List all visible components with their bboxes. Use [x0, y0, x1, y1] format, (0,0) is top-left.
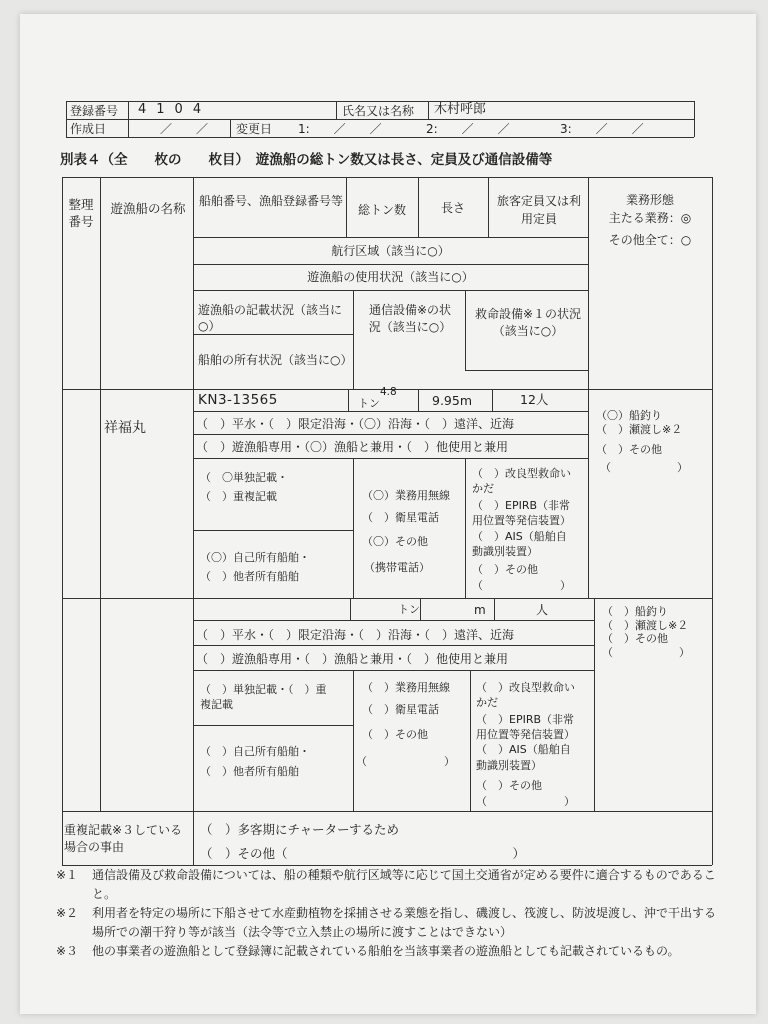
- usage-2[interactable]: （ ）遊漁船専用・（ ）漁船と兼用・（ ）他使用と兼用: [196, 652, 509, 666]
- table-line: [62, 598, 712, 599]
- rescue-epirb-2b: 用位置等発信装置）: [476, 728, 575, 741]
- comm-other-2[interactable]: （ ）その他: [362, 728, 428, 741]
- rescue-epirb-2[interactable]: （ ）EPIRB（非常: [476, 713, 575, 726]
- col-seq-number: 整理番号: [68, 197, 94, 229]
- rescue-other-1[interactable]: （ ）その他: [472, 563, 538, 576]
- comm-other-detail-2[interactable]: （ ）: [356, 755, 455, 768]
- header-line: [694, 101, 695, 137]
- length-unit-2: m: [474, 603, 486, 617]
- rescue-ais-2[interactable]: （ ）AIS（船舶自: [476, 743, 571, 756]
- table-line: [588, 389, 589, 598]
- table-line: [465, 370, 588, 371]
- comm-satellite-2[interactable]: （ ）衛星電話: [362, 703, 439, 716]
- rescue-raft-2[interactable]: （ ）改良型救命い: [476, 681, 575, 694]
- rescue-ais-2b: 動識別装置）: [476, 759, 542, 772]
- table-line: [193, 530, 353, 531]
- rescue-ais-1[interactable]: （ ）AIS（船舶自: [472, 530, 567, 543]
- comm-radio-1[interactable]: （〇）業務用無線: [362, 489, 450, 502]
- note-2-text: 利用者を特定の場所に下船させて水産動植物を採捕させる業態を指し、磯渡し、筏渡し、防波堤渡し、沖で干出する場所での潮干狩り等が該当（法令等で立入禁止の場所に渡すことはできない）: [92, 906, 717, 939]
- table-line: [465, 458, 466, 598]
- table-line: [353, 670, 354, 811]
- table-line: [353, 290, 354, 389]
- col-ownership-status: 船舶の所有状況（該当に○）: [198, 353, 353, 367]
- table-line: [100, 177, 101, 811]
- table-line: [346, 177, 347, 237]
- nav-area-1[interactable]: （ ）平水・（ ）限定沿海・（〇）沿海・（ ）遠洋、近海: [196, 417, 515, 431]
- biz-other-detail-2[interactable]: （ ）: [602, 646, 690, 659]
- col-rescue: 救命設備※１の状況（該当に○）: [474, 307, 582, 338]
- col-length: 長さ: [440, 201, 465, 215]
- capacity-1[interactable]: 12人: [520, 392, 549, 407]
- table-line: [420, 598, 421, 620]
- comm-other-detail-1[interactable]: （携帯電話）: [364, 561, 430, 574]
- rescue-raft-2b: かだ: [476, 696, 498, 709]
- note-3-mark: ※３: [56, 944, 79, 958]
- col-hull-number: 船舶番号、漁船登録番号等: [198, 194, 343, 208]
- rescue-raft-1b: かだ: [472, 482, 494, 495]
- table-line: [193, 620, 594, 621]
- table-line: [470, 670, 471, 811]
- hull-number-1[interactable]: KN3-13565: [198, 392, 278, 408]
- table-line: [193, 645, 594, 646]
- table-line: [348, 389, 349, 411]
- table-line: [492, 389, 493, 411]
- change-date-3[interactable]: 3: ／ ／: [560, 122, 644, 136]
- biz-fishing-1[interactable]: （〇）船釣り: [596, 409, 662, 422]
- rescue-raft-1[interactable]: （ ）改良型救命い: [472, 467, 571, 480]
- rescue-other-detail-1[interactable]: （ ）: [472, 579, 571, 592]
- col-business-main: 主たる業務：◎: [608, 211, 692, 225]
- own-other-1[interactable]: （ ）他者所有船舶: [200, 570, 299, 583]
- biz-transfer-2[interactable]: （ ）瀬渡し※２: [602, 619, 689, 632]
- comm-satellite-1[interactable]: （ ）衛星電話: [362, 511, 439, 524]
- own-other-2[interactable]: （ ）他者所有船舶: [200, 765, 299, 778]
- usage-1[interactable]: （ ）遊漁船専用・（〇）漁船と兼用・（ ）他使用と兼用: [196, 440, 509, 454]
- col-tonnage: 総トン数: [357, 203, 406, 217]
- table-line: [350, 598, 351, 620]
- table-line: [62, 177, 712, 178]
- header-line: [128, 101, 129, 137]
- duplicate-reason-charter[interactable]: （ ）多客期にチャーターするため: [200, 822, 400, 837]
- comm-radio-2[interactable]: （ ）業務用無線: [362, 681, 450, 694]
- table-line: [62, 811, 712, 812]
- col-record-status: 遊漁船の記載状況（該当に○）: [198, 303, 343, 333]
- comm-other-1[interactable]: （〇）その他: [362, 535, 428, 548]
- biz-other-detail-1[interactable]: （ ）: [600, 461, 688, 474]
- registration-number[interactable]: 4104: [138, 102, 212, 117]
- rescue-other-detail-2[interactable]: （ ）: [476, 795, 575, 808]
- note-2-mark: ※２: [56, 906, 79, 920]
- biz-fishing-2[interactable]: （ ）船釣り: [602, 605, 668, 618]
- own-self-2[interactable]: （ ）自己所有船舶・: [200, 745, 310, 758]
- biz-other-1[interactable]: （ ）その他: [596, 443, 662, 456]
- note-1-mark: ※１: [56, 868, 79, 882]
- registration-label: 登録番号: [70, 104, 119, 118]
- col-usage-status: 遊漁船の使用状況（該当に○）: [307, 270, 474, 284]
- table-line: [62, 177, 63, 865]
- table-line: [193, 434, 588, 435]
- table-line: [193, 264, 588, 265]
- tonnage-1[interactable]: 4.8: [380, 386, 397, 398]
- header-line: [230, 119, 231, 137]
- rescue-epirb-1b: 用位置等発信装置）: [472, 514, 571, 527]
- owner-name-label: 氏名又は名称: [342, 104, 415, 118]
- col-navigation-area: 航行区域（該当に○）: [331, 244, 450, 258]
- table-line: [193, 334, 353, 335]
- table-line: [353, 458, 354, 598]
- own-self-1[interactable]: （〇）自己所有船舶・: [200, 551, 310, 564]
- table-line: [193, 290, 588, 291]
- record-duplicate-2[interactable]: 複記載: [200, 698, 233, 711]
- col-capacity: 旅客定員又は利用定員: [496, 194, 581, 226]
- note-3-text: 他の事業者の遊漁船として登録簿に記載されている船舶を当該事業者の遊漁船としても記載されているもの。: [92, 944, 680, 958]
- capacity-unit-2: 人: [536, 603, 549, 617]
- note-1-text: 通信設備及び救命設備については、船の種類や航行区域等に応じて国土交通省が定める要件に適合するものであること。: [92, 868, 716, 901]
- tonnage-unit-2: トン: [398, 603, 420, 616]
- table-line: [594, 598, 595, 811]
- table-line: [712, 177, 713, 865]
- header-line: [66, 101, 67, 137]
- duplicate-reason-other[interactable]: （ ）その他（ ）: [200, 846, 526, 861]
- table-line: [588, 177, 589, 389]
- table-line: [193, 458, 588, 459]
- rescue-ais-1b: 動識別装置）: [472, 545, 538, 558]
- table-line: [465, 290, 466, 370]
- table-line: [193, 811, 194, 865]
- biz-transfer-1[interactable]: （ ）瀬渡し※２: [596, 423, 683, 436]
- table-line: [193, 725, 353, 726]
- header-line: [66, 119, 694, 120]
- header-line: [428, 101, 429, 119]
- table-line: [193, 670, 594, 671]
- header-line: [336, 101, 337, 119]
- rescue-epirb-1[interactable]: （ ）EPIRB（非常: [472, 499, 571, 512]
- form-title: 別表４（全 枚の 枚目） 遊漁船の総トン数又は長さ、定員及び通信設備等: [60, 152, 553, 168]
- biz-other-2[interactable]: （ ）その他: [602, 632, 668, 645]
- record-duplicate-1[interactable]: （ ）重複記載: [200, 490, 277, 503]
- table-line: [418, 177, 419, 237]
- col-business-type: 業務形態: [625, 193, 674, 207]
- created-date[interactable]: ／ ／: [160, 122, 209, 136]
- boat-name-1[interactable]: 祥福丸: [104, 420, 146, 436]
- col-communication: 通信設備※の状況（該当に○）: [368, 303, 452, 334]
- col-boat-name: 遊漁船の名称: [110, 201, 186, 216]
- table-line: [193, 411, 588, 412]
- created-date-label: 作成日: [70, 122, 107, 136]
- record-single-1[interactable]: （ 〇単独記載・: [200, 471, 288, 484]
- header-line: [66, 137, 694, 138]
- record-single-2[interactable]: （ ）単独記載・（ ）重: [200, 683, 327, 696]
- rescue-other-2[interactable]: （ ）その他: [476, 779, 542, 792]
- tonnage-unit-1: トン: [358, 397, 380, 410]
- table-line: [193, 237, 588, 238]
- col-business-other: その他全て：○: [608, 233, 692, 247]
- table-line: [494, 598, 495, 620]
- nav-area-2[interactable]: （ ）平水・（ ）限定沿海・（ ）沿海・（ ）遠洋、近海: [196, 628, 515, 642]
- length-1[interactable]: 9.95m: [432, 393, 473, 408]
- changed-date-label: 変更日: [236, 122, 273, 136]
- change-date-1[interactable]: 1: ／ ／: [298, 122, 382, 136]
- table-line: [418, 389, 419, 411]
- table-line: [488, 177, 489, 237]
- owner-name[interactable]: 木村呼郎: [434, 102, 487, 117]
- duplicate-reason-label: 重複記載※３している場合の事由: [64, 823, 183, 854]
- change-date-2[interactable]: 2: ／ ／: [426, 122, 510, 136]
